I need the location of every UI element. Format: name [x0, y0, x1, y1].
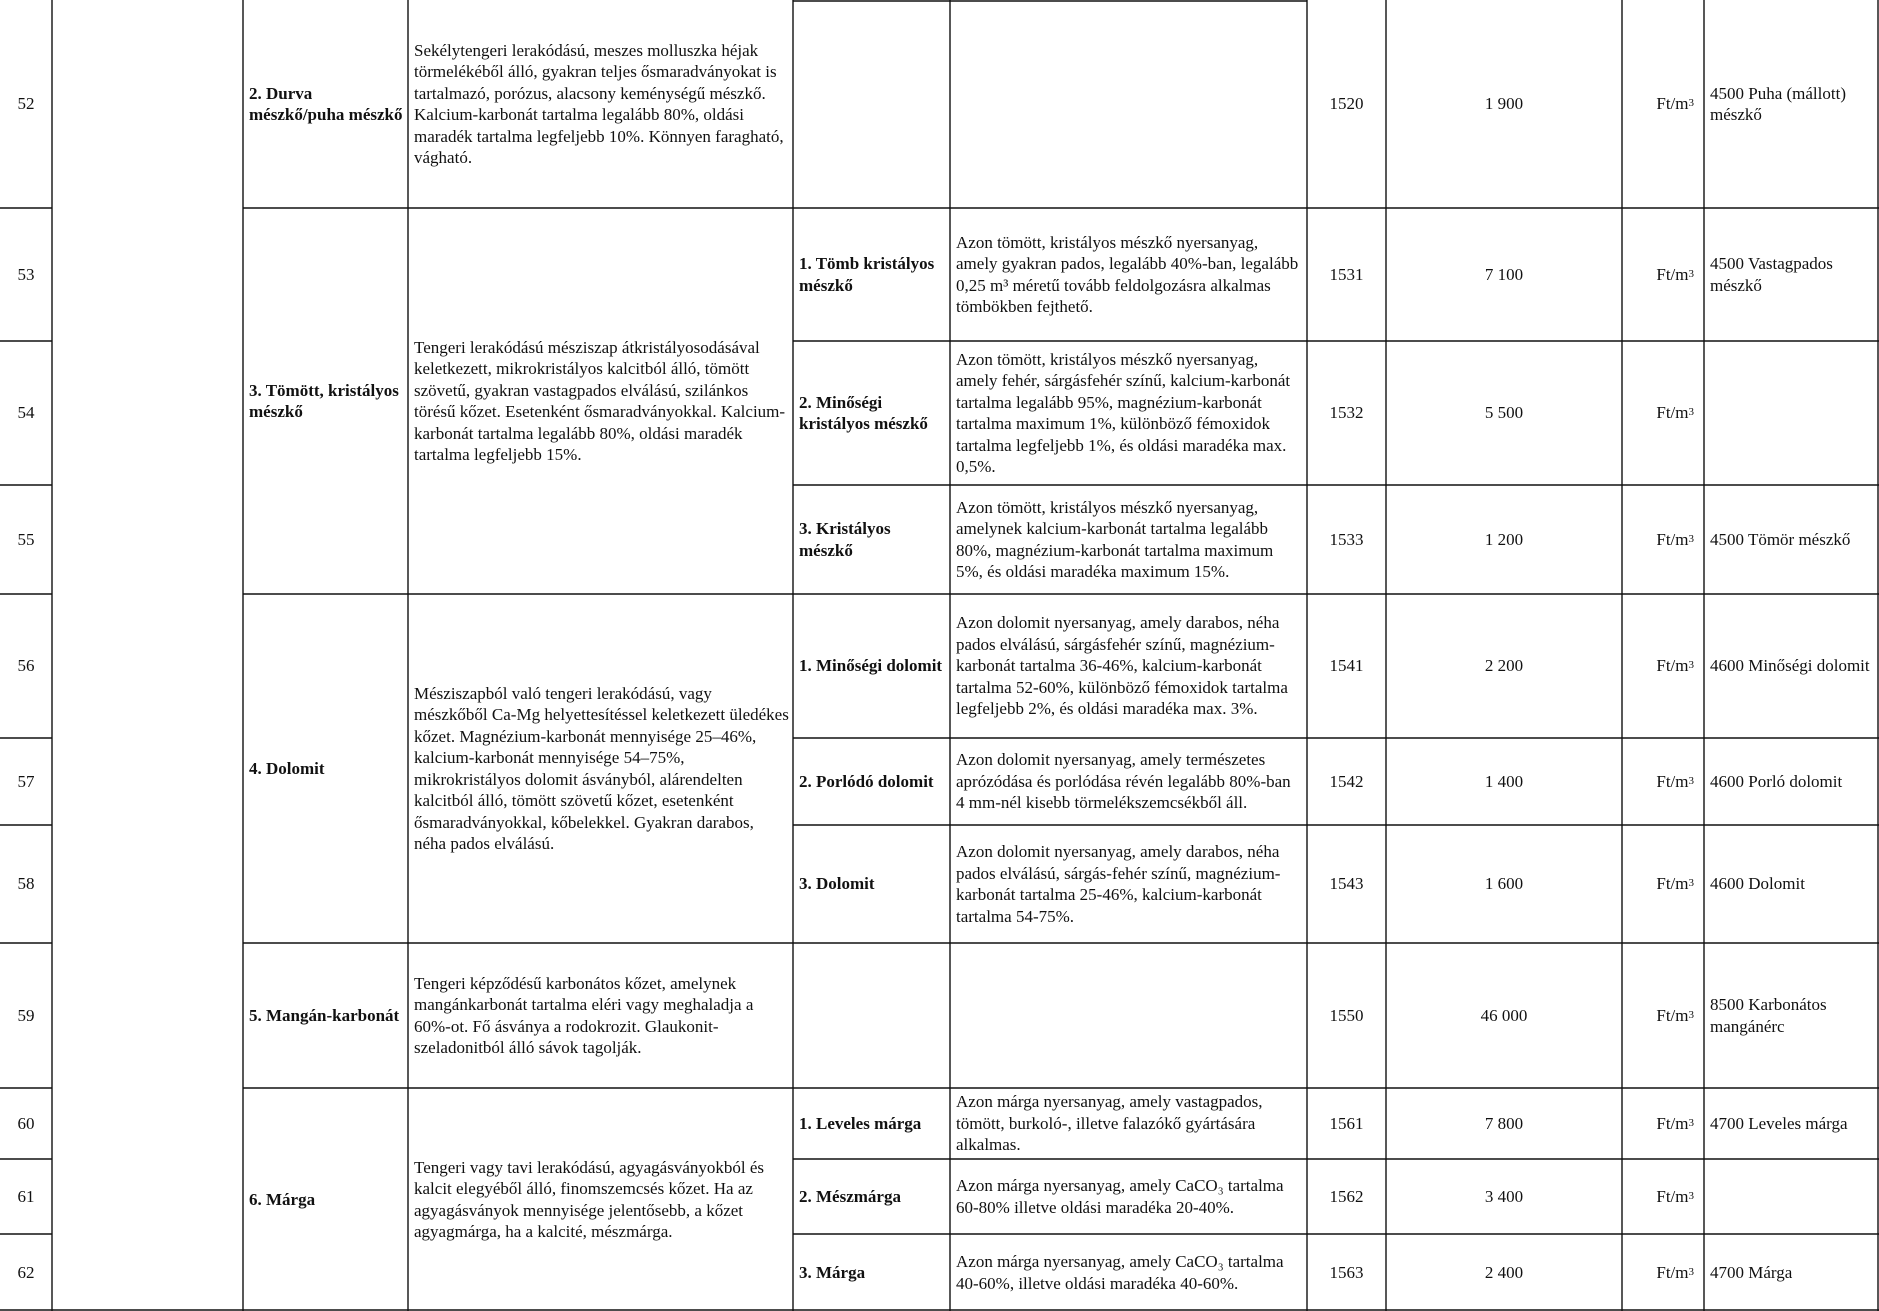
subtype-description: [950, 825, 1307, 943]
subtype-name: [793, 485, 950, 594]
row-number-text: 52: [17, 94, 35, 114]
reference-cell: [1704, 0, 1879, 208]
subtype-description-text: Azon tömött, kristályos mészkő nyersanyag, amely gyakran pados, legalább 40%-ban, legalább 0,25 m³ méretű tovább feldolgozásra alkalmas tömbökben fejthető.: [956, 232, 1299, 316]
code-cell: [1307, 594, 1386, 738]
price-cell: [1386, 1234, 1622, 1311]
subtype-description-text: Azon márga nyersanyag, amely vastagpados, tömött, burkoló-, illetve falazókő gyártására alkalmas.: [956, 1092, 1263, 1155]
reference-cell: [1704, 1234, 1879, 1311]
code-cell: [1307, 485, 1386, 594]
unit-cell-text: Ft/m: [1656, 1005, 1689, 1025]
row-number-text: 53: [17, 264, 35, 284]
unit-cell: [1622, 485, 1704, 594]
row-number: [0, 0, 52, 208]
subtype-description: [950, 1088, 1307, 1159]
subtype-name-text: 3. Kristályos mészkő: [799, 519, 891, 560]
reference-cell: [1704, 1088, 1879, 1159]
price-cell-text: 2 200: [1484, 656, 1524, 676]
unit-cell: [1622, 943, 1704, 1088]
reference-cell-text: 4500 Tömör mészkő: [1710, 529, 1851, 549]
reference-cell: [1704, 943, 1879, 1088]
unit-exponent: 3: [1688, 406, 1694, 419]
unit-cell-text: Ft/m: [1656, 874, 1689, 894]
group-description-text: Tengeri képződésű karbonátos kőzet, amelynek mangánkarbonát tartalma eléri vagy meghaladja a 60%-ot. Fő ásványa a rodokrozit. Glaukonit-szeladonitból álló sávok tagolják.: [414, 973, 754, 1057]
unit-cell: [1622, 738, 1704, 825]
subtype-description-text: Azon márga nyersanyag, amely CaCO₃ tartalma 60-80% illetve oldási maradéka 20-40%.: [956, 1176, 1284, 1217]
price-cell-text: 1 200: [1484, 529, 1524, 549]
unit-cell: [1622, 341, 1704, 485]
unit-cell-text: Ft/m: [1656, 1262, 1689, 1282]
subtype-description: [950, 594, 1307, 738]
row-number: [0, 208, 52, 341]
unit-exponent: 3: [1688, 532, 1694, 545]
unit-exponent: 3: [1688, 1265, 1694, 1278]
unit-exponent: 3: [1688, 1008, 1694, 1021]
subtype-name: [793, 738, 950, 825]
price-cell: [1386, 594, 1622, 738]
reference-cell: [1704, 594, 1879, 738]
price-cell: [1386, 738, 1622, 825]
subtype-description: [950, 341, 1307, 485]
unit-cell-text: Ft/m: [1656, 1113, 1689, 1133]
reference-cell-text: 4700 Leveles márga: [1710, 1113, 1848, 1133]
subtype-name: [793, 1088, 950, 1159]
code-cell-text: 1563: [1329, 1262, 1364, 1282]
unit-exponent: 3: [1688, 1116, 1694, 1129]
code-cell-text: 1542: [1329, 771, 1364, 791]
subtype-name-text: 1. Minőségi dolomit: [799, 656, 943, 676]
price-cell-text: 46 000: [1480, 1005, 1528, 1025]
subtype-name-text: 2. Minőségi kristályos mészkő: [799, 392, 928, 433]
row-number-text: 57: [17, 771, 35, 791]
reference-cell-text: 4500 Puha (mállott) mészkő: [1710, 83, 1846, 124]
row-number: [0, 1088, 52, 1159]
subtype-description-text: Azon dolomit nyersanyag, amely darabos, néha pados elválású, sárgás-fehér színű, magnézium-karbonát tartalma 25-46%, kalcium-karbonát tartalma 54-75%.: [956, 842, 1281, 926]
price-cell-text: 7 100: [1484, 264, 1524, 284]
code-cell-text: 1550: [1329, 1005, 1364, 1025]
code-cell: [1307, 0, 1386, 208]
group-name-text: 6. Márga: [249, 1189, 316, 1209]
subtype-name: [793, 594, 950, 738]
subtype-name-text: 1. Tömb kristályos mészkő: [799, 254, 935, 295]
price-cell: [1386, 1159, 1622, 1234]
code-cell: [1307, 943, 1386, 1088]
reference-cell-text: 4600 Porló dolomit: [1710, 771, 1843, 791]
group-name-text: 5. Mangán-karbonát: [249, 1005, 400, 1025]
row-number-text: 61: [17, 1186, 35, 1206]
reference-cell-text: 4500 Vastagpados mészkő: [1710, 254, 1833, 295]
group-description: [408, 0, 793, 208]
row-number: [0, 341, 52, 485]
subtype-name: [793, 1234, 950, 1311]
group-description: [408, 943, 793, 1088]
reference-cell: [1704, 485, 1879, 594]
unit-cell: [1622, 1234, 1704, 1311]
row-number: [0, 594, 52, 738]
group-description: [408, 1088, 793, 1311]
unit-cell: [1622, 208, 1704, 341]
group-name: [243, 208, 408, 594]
unit-exponent: 3: [1688, 659, 1694, 672]
unit-cell: [1622, 0, 1704, 208]
unit-cell-text: Ft/m: [1656, 656, 1689, 676]
subtype-name-text: 2. Porlódó dolomit: [799, 771, 934, 791]
code-cell-text: 1561: [1329, 1113, 1364, 1133]
subtype-name: [793, 1159, 950, 1234]
row-number: [0, 943, 52, 1088]
code-cell-text: 1532: [1329, 403, 1364, 423]
code-cell-text: 1520: [1329, 94, 1364, 114]
price-cell: [1386, 825, 1622, 943]
reference-cell: [1704, 208, 1879, 341]
subtype-description: [950, 1159, 1307, 1234]
group-description: [408, 594, 793, 943]
row-number: [0, 825, 52, 943]
unit-cell-text: Ft/m: [1656, 529, 1689, 549]
group-name: [243, 1088, 408, 1311]
price-cell: [1386, 208, 1622, 341]
row-number-text: 60: [17, 1113, 35, 1133]
row-number-text: 56: [17, 656, 35, 676]
row-number: [0, 738, 52, 825]
price-cell-text: 1 600: [1484, 874, 1524, 894]
price-cell-text: 1 900: [1484, 94, 1524, 114]
unit-cell: [1622, 825, 1704, 943]
code-cell-text: 1533: [1329, 529, 1364, 549]
group-name-text: 3. Tömött, kristályos mészkő: [249, 380, 399, 421]
code-cell: [1307, 208, 1386, 341]
group-name: [243, 594, 408, 943]
subtype-description-text: Azon tömött, kristályos mészkő nyersanyag, amely fehér, sárgásfehér színű, kalcium-karbonát tartalma legalább 95%, magnézium-karbonát tartalma maximum 1%, különböző fémoxidok tartalma legfeljebb 1%, és oldási maradéka max. 0,5%.: [956, 349, 1291, 476]
reference-cell-text: 4700 Márga: [1710, 1262, 1793, 1282]
group-description-text: Tengeri lerakódású mésziszap átkristályosodásával keletkezett, mikrokristályos kalcitból álló, tömött szövetű, gyakran vastagpados elválású, szilánkos törésű kőzet. Esetenként ősmaradványokkal. Kalcium-karbonát tartalma legalább 80%, oldási maradék tartalma legfeljebb 15%.: [414, 337, 786, 464]
price-cell: [1386, 0, 1622, 208]
reference-cell-text: 8500 Karbonátos mangánérc: [1710, 995, 1827, 1036]
unit-cell-text: Ft/m: [1656, 771, 1689, 791]
unit-cell: [1622, 1088, 1704, 1159]
group-name-text: 4. Dolomit: [249, 758, 325, 778]
row-number: [0, 485, 52, 594]
subtype-description: [950, 738, 1307, 825]
code-cell: [1307, 738, 1386, 825]
group-name: [243, 943, 408, 1088]
reference-cell-text: 4600 Dolomit: [1710, 874, 1805, 894]
subtype-description-text: Azon dolomit nyersanyag, amely természetes aprózódása és porlódása révén legalább 80%-ban 4 mm-nél kisebb törmelékszemcsékből áll.: [956, 750, 1291, 813]
unit-exponent: 3: [1688, 267, 1694, 280]
unit-exponent: 3: [1688, 877, 1694, 890]
group-description-text: Tengeri vagy tavi lerakódású, agyagásványokból és kalcit elegyéből álló, finomszemcsés kőzet. Ha az agyagásványok mennyisége jelentősebb, a kőzet agyagmárga, ha a kalcité, mészmárga.: [414, 1157, 765, 1241]
subtype-name: [793, 208, 950, 341]
subtype-description-text: Azon tömött, kristályos mészkő nyersanyag, amelynek kalcium-karbonát tartalma legalább 80%, magnézium-karbonát tartalma maximum 5%, és oldási maradéka maximum 15%.: [956, 497, 1274, 581]
price-cell: [1386, 485, 1622, 594]
subtype-description-text: Azon márga nyersanyag, amely CaCO₃ tartalma 40-60%, illetve oldási maradéka 40-60%.: [956, 1252, 1284, 1293]
row-number-text: 58: [17, 874, 35, 894]
price-cell: [1386, 943, 1622, 1088]
unit-cell-text: Ft/m: [1656, 264, 1689, 284]
code-cell: [1307, 1234, 1386, 1311]
code-cell: [1307, 341, 1386, 485]
subtype-description-text: Azon dolomit nyersanyag, amely darabos, néha pados elválású, sárgásfehér színű, magnézium-karbonát tartalma 36-46%, kalcium-karbonát tartalma 52-60%, különböző fémoxidok tartalma legfeljebb 2%, és oldási maradéka max. 3%.: [956, 613, 1288, 719]
group-description-text: Sekélytengeri lerakódású, meszes molluszka héjak törmelékéből álló, gyakran teljes ősmaradványokat is tartalmazó, porózus, alacsony keménységű mészkő. Kalcium-karbonát tartalma legalább 80%, oldási maradék tartalma legfeljebb 10%. Könnyen faragható, vágható.: [414, 40, 784, 167]
group-description-text: Mésziszapból való tengeri lerakódású, vagy mészkőből Ca-Mg helyettesítéssel keletkezett üledékes kőzet. Magnézium-karbonát mennyisége 25–46%, kalcium-karbonát mennyisége 54–75%, mikrokristályos dolomit ásványból, alárendelten kalcitból álló, tömött szövetű kőzet, esetenként ősmaradványokkal, kőbelekkel. Gyakran darabos, néha pados elválású.: [414, 683, 789, 853]
unit-exponent: 3: [1688, 97, 1694, 110]
price-cell: [1386, 1088, 1622, 1159]
code-cell-text: 1541: [1329, 656, 1364, 676]
subtype-name-text: 2. Mészmárga: [799, 1186, 901, 1206]
reference-cell: [1704, 738, 1879, 825]
unit-cell: [1622, 594, 1704, 738]
price-cell-text: 7 800: [1484, 1113, 1524, 1133]
unit-exponent: 3: [1688, 774, 1694, 787]
row-number-text: 55: [17, 529, 35, 549]
code-cell: [1307, 1088, 1386, 1159]
code-cell-text: 1543: [1329, 874, 1364, 894]
subtype-description: [950, 485, 1307, 594]
subtype-name: [793, 825, 950, 943]
price-cell-text: 1 400: [1484, 771, 1524, 791]
subtype-name-text: 1. Leveles márga: [799, 1113, 922, 1133]
subtype-name-text: 3. Márga: [799, 1262, 866, 1282]
subtype-description: [950, 1234, 1307, 1311]
unit-cell-text: Ft/m: [1656, 1186, 1689, 1206]
subtype-name: [793, 341, 950, 485]
price-cell-text: 2 400: [1484, 1262, 1524, 1282]
unit-cell-text: Ft/m: [1656, 94, 1689, 114]
reference-cell-text: 4600 Minőségi dolomit: [1710, 656, 1870, 676]
unit-cell-text: Ft/m: [1656, 403, 1689, 423]
code-cell: [1307, 1159, 1386, 1234]
row-number-text: 54: [17, 403, 35, 423]
unit-cell: [1622, 1159, 1704, 1234]
price-cell-text: 5 500: [1484, 403, 1524, 423]
reference-cell: [1704, 825, 1879, 943]
code-cell-text: 1531: [1329, 264, 1364, 284]
price-cell-text: 3 400: [1484, 1186, 1524, 1206]
price-cell: [1386, 341, 1622, 485]
subtype-description: [950, 208, 1307, 341]
code-cell: [1307, 825, 1386, 943]
row-number-text: 59: [17, 1005, 35, 1025]
unit-exponent: 3: [1688, 1189, 1694, 1202]
row-number-text: 62: [17, 1262, 35, 1282]
row-number: [0, 1159, 52, 1234]
row-number: [0, 1234, 52, 1311]
code-cell-text: 1562: [1329, 1186, 1364, 1206]
group-name: [243, 0, 408, 208]
group-description: [408, 208, 793, 594]
group-name-text: 2. Durva mészkő/puha mészkő: [249, 83, 403, 124]
subtype-name-text: 3. Dolomit: [799, 874, 875, 894]
